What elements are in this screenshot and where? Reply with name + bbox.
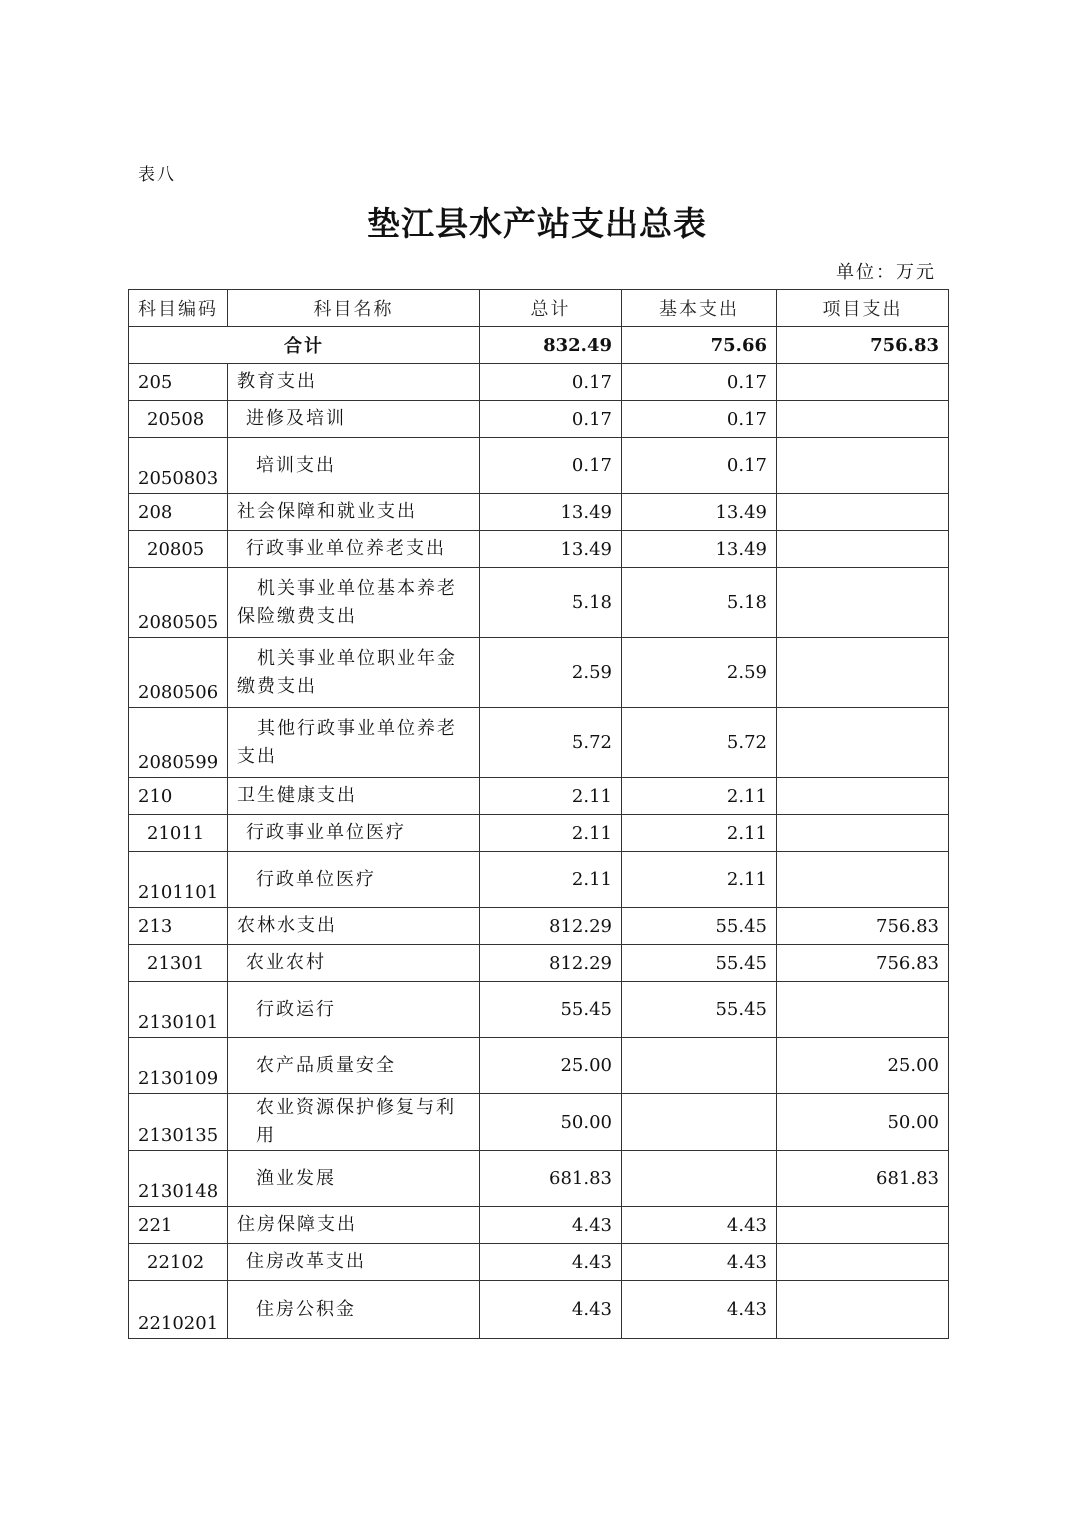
row-total: 0.17 [480, 438, 622, 494]
header-project: 项目支出 [777, 290, 949, 327]
row-name: 行政事业单位医疗 [228, 815, 480, 852]
row-project [777, 815, 949, 852]
header-basic: 基本支出 [622, 290, 777, 327]
header-total: 总计 [480, 290, 622, 327]
row-name: 机关事业单位职业年金缴费支出 [228, 638, 480, 708]
row-name: 行政单位医疗 [228, 852, 480, 908]
table-row [129, 708, 949, 778]
row-total: 4.43 [480, 1207, 622, 1244]
row-code: 20805 [129, 531, 228, 568]
row-name: 行政运行 [228, 982, 480, 1038]
table-row [129, 531, 949, 568]
table-row [129, 401, 949, 438]
row-basic: 2.59 [622, 638, 777, 708]
row-total: 0.17 [480, 364, 622, 401]
row-code: 2130148 [129, 1151, 228, 1207]
row-total: 4.43 [480, 1281, 622, 1339]
row-total: 13.49 [480, 494, 622, 531]
row-code: 2130135 [129, 1094, 228, 1151]
row-basic: 55.45 [622, 945, 777, 982]
total-project: 756.83 [777, 327, 949, 364]
row-basic: 5.18 [622, 568, 777, 638]
row-name: 住房保障支出 [228, 1207, 480, 1244]
table-row [129, 1151, 949, 1207]
row-basic: 4.43 [622, 1244, 777, 1281]
row-total: 55.45 [480, 982, 622, 1038]
row-name: 渔业发展 [228, 1151, 480, 1207]
table-row [129, 1038, 949, 1094]
row-total: 25.00 [480, 1038, 622, 1094]
row-total: 4.43 [480, 1244, 622, 1281]
row-name: 机关事业单位基本养老保险缴费支出 [228, 568, 480, 638]
table-row [129, 568, 949, 638]
row-project [777, 982, 949, 1038]
row-basic: 55.45 [622, 908, 777, 945]
table-number-label: 表八 [138, 165, 176, 185]
row-basic [622, 1151, 777, 1207]
header-code: 科目编码 [129, 290, 228, 327]
row-name: 进修及培训 [228, 401, 480, 438]
row-project: 756.83 [777, 908, 949, 945]
row-basic: 0.17 [622, 364, 777, 401]
row-code: 210 [129, 778, 228, 815]
table-row [129, 1207, 949, 1244]
row-code: 2080505 [129, 568, 228, 638]
row-code: 2101101 [129, 852, 228, 908]
row-code: 2210201 [129, 1281, 228, 1339]
row-project [777, 638, 949, 708]
row-total: 13.49 [480, 531, 622, 568]
row-total: 5.18 [480, 568, 622, 638]
row-code: 20508 [129, 401, 228, 438]
total-total: 832.49 [480, 327, 622, 364]
row-project [777, 1281, 949, 1339]
row-project: 50.00 [777, 1094, 949, 1151]
row-total: 5.72 [480, 708, 622, 778]
row-basic: 13.49 [622, 494, 777, 531]
row-total: 0.17 [480, 401, 622, 438]
table-row [129, 778, 949, 815]
row-basic: 5.72 [622, 708, 777, 778]
header-row [129, 290, 949, 327]
row-name: 教育支出 [228, 364, 480, 401]
row-name: 农产品质量安全 [228, 1038, 480, 1094]
row-project [777, 438, 949, 494]
table-row [129, 1094, 949, 1151]
table-row [129, 1244, 949, 1281]
row-code: 2130109 [129, 1038, 228, 1094]
row-code: 213 [129, 908, 228, 945]
unit-label: 单位：万元 [836, 262, 936, 283]
row-code: 208 [129, 494, 228, 531]
row-basic: 2.11 [622, 778, 777, 815]
row-code: 221 [129, 1207, 228, 1244]
row-name: 农林水支出 [228, 908, 480, 945]
page-title: 垫江县水产站支出总表 [367, 204, 707, 243]
row-code: 2080599 [129, 708, 228, 778]
row-basic: 13.49 [622, 531, 777, 568]
table-row [129, 982, 949, 1038]
table-row [129, 1281, 949, 1339]
table-row [129, 852, 949, 908]
row-project: 25.00 [777, 1038, 949, 1094]
row-project [777, 531, 949, 568]
expenditure-table [128, 289, 949, 1339]
row-code: 21011 [129, 815, 228, 852]
table-row [129, 364, 949, 401]
row-project [777, 852, 949, 908]
row-code: 21301 [129, 945, 228, 982]
row-total: 2.59 [480, 638, 622, 708]
row-code: 2080506 [129, 638, 228, 708]
row-project [777, 708, 949, 778]
row-project [777, 568, 949, 638]
row-name: 农业资源保护修复与利用 [228, 1094, 480, 1151]
row-basic [622, 1094, 777, 1151]
row-total: 812.29 [480, 945, 622, 982]
total-label: 合计 [129, 327, 480, 364]
row-name: 住房公积金 [228, 1281, 480, 1339]
header-name: 科目名称 [228, 290, 480, 327]
row-name: 社会保障和就业支出 [228, 494, 480, 531]
row-project [777, 1207, 949, 1244]
row-name: 卫生健康支出 [228, 778, 480, 815]
table-row [129, 438, 949, 494]
row-project [777, 401, 949, 438]
row-basic: 2.11 [622, 815, 777, 852]
row-project [777, 1244, 949, 1281]
row-project [777, 364, 949, 401]
row-name: 培训支出 [228, 438, 480, 494]
row-name: 住房改革支出 [228, 1244, 480, 1281]
row-total: 812.29 [480, 908, 622, 945]
row-code: 205 [129, 364, 228, 401]
table-row [129, 815, 949, 852]
row-basic: 0.17 [622, 438, 777, 494]
row-project [777, 778, 949, 815]
row-basic: 4.43 [622, 1281, 777, 1339]
row-name: 其他行政事业单位养老支出 [228, 708, 480, 778]
row-basic: 2.11 [622, 852, 777, 908]
row-basic: 0.17 [622, 401, 777, 438]
row-name: 农业农村 [228, 945, 480, 982]
row-total: 2.11 [480, 852, 622, 908]
row-code: 22102 [129, 1244, 228, 1281]
row-basic: 4.43 [622, 1207, 777, 1244]
row-name: 行政事业单位养老支出 [228, 531, 480, 568]
row-basic: 55.45 [622, 982, 777, 1038]
row-basic [622, 1038, 777, 1094]
row-total: 50.00 [480, 1094, 622, 1151]
row-total: 681.83 [480, 1151, 622, 1207]
row-project [777, 494, 949, 531]
row-total: 2.11 [480, 815, 622, 852]
table-row [129, 945, 949, 982]
total-basic: 75.66 [622, 327, 777, 364]
row-code: 2130101 [129, 982, 228, 1038]
row-total: 2.11 [480, 778, 622, 815]
row-project: 681.83 [777, 1151, 949, 1207]
row-code: 2050803 [129, 438, 228, 494]
table-row [129, 908, 949, 945]
table-row [129, 494, 949, 531]
row-project: 756.83 [777, 945, 949, 982]
total-row [129, 327, 949, 364]
table-row [129, 638, 949, 708]
